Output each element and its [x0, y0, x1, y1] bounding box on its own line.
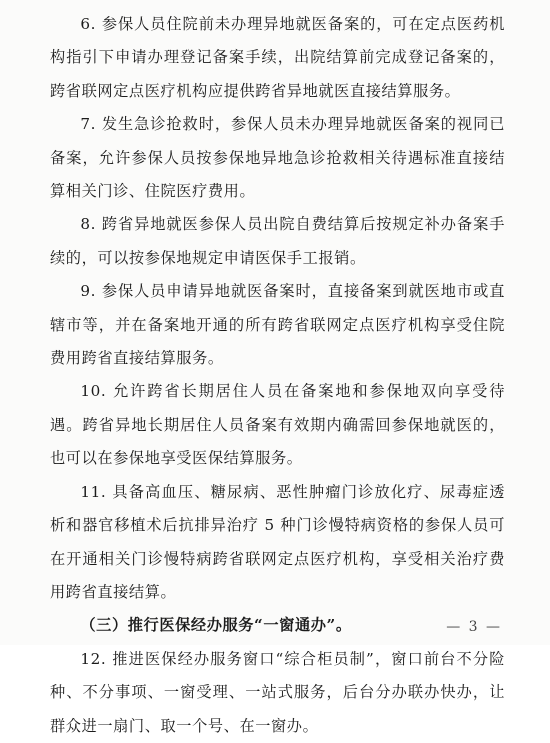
- paragraph-item-12: 12. 推进医保经办服务窗口“综合柜员制”，窗口前台不分险种、不分事项、一窗受理、一站式服务，后台分办联办快办，让群众进一扇门、取一个号、在一窗办。: [50, 649, 505, 735]
- section-heading: （三）推行医保经办服务“一窗通办”。: [80, 616, 352, 635]
- paragraph-item-6: 6. 参保人员住院前未办理异地就医备案的，可在定点医药机构指引下申请办理登记备案手续，出院结算前完成登记备案的，跨省联网定点医疗机构应提供跨省异地就医直接结算服务。: [50, 15, 505, 100]
- paragraph-item-7: 7. 发生急诊抢救时，参保人员未办理异地就医备案的视同已备案，允许参保人员按参保地异地急诊抢救相关待遇标准直接结算相关门诊、住院医疗费用。: [50, 115, 505, 201]
- paragraph-item-9: 9. 参保人员申请异地就医备案时，直接备案到就医地市或直辖市等，并在备案地开通的所有跨省联网定点医疗机构享受住院费用跨省直接结算服务。: [50, 282, 505, 368]
- paragraph-item-11: 11. 具备高血压、糖尿病、恶性肿瘤门诊放化疗、尿毒症透析和器官移植术后抗排异治疗 5 种门诊慢特病资格的参保人员可在开通相关门诊慢特病跨省联网定点医疗机构，享受相关治疗费用跨省直接结算。: [50, 482, 505, 601]
- page-number: — 3 —: [446, 619, 502, 635]
- paragraph-item-8: 8. 跨省异地就医参保人员出院自费结算后按规定补办备案手续的，可以按参保地规定申请医保手工报销。: [50, 215, 505, 267]
- paragraph-item-10: 10. 允许跨省长期居住人员在备案地和参保地双向享受待遇。跨省异地长期居住人员备案有效期内确需回参保地就医的，也可以在参保地享受医保结算服务。: [50, 382, 505, 468]
- document-body: [50, 8, 505, 743]
